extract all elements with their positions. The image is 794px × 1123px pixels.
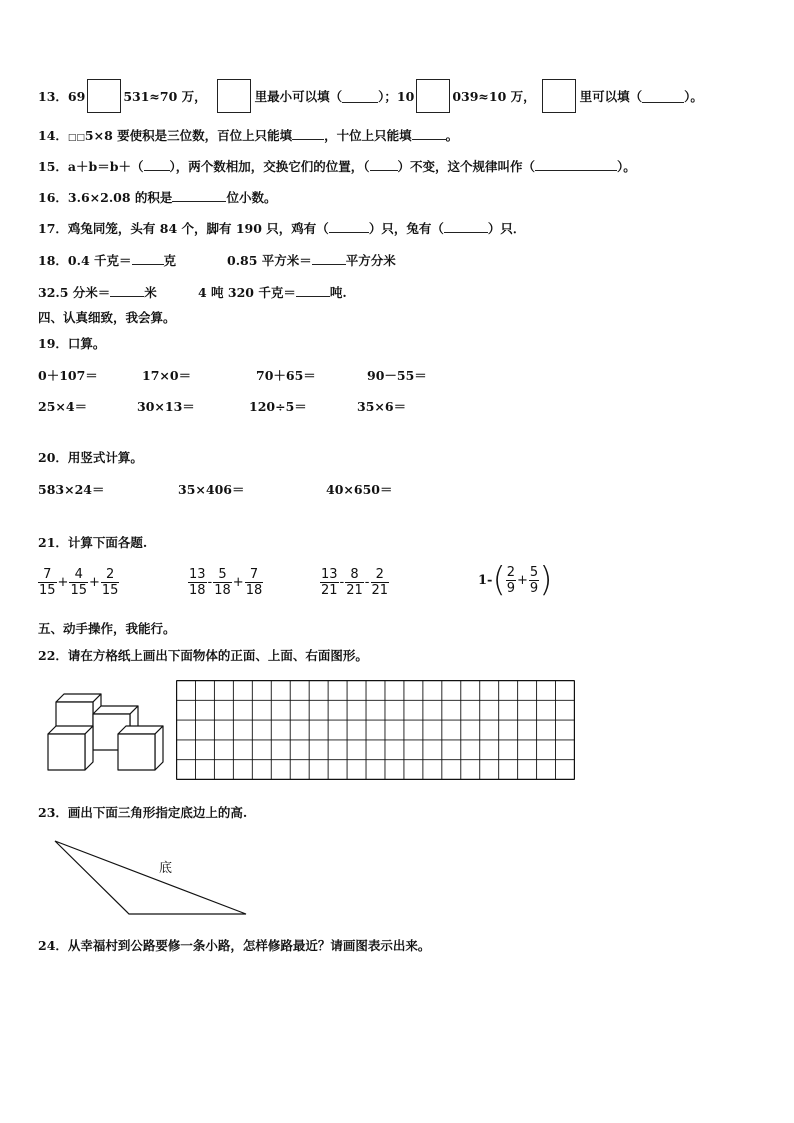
q18-line-2 <box>38 283 157 301</box>
fraction <box>529 565 539 596</box>
q15-blank-2[interactable] <box>370 158 398 171</box>
fraction <box>345 567 364 598</box>
q13-box-4[interactable] <box>542 79 576 113</box>
q21-expr-1 <box>38 567 119 598</box>
denominator: 9 <box>506 580 515 596</box>
q18-number: 18． <box>38 253 68 268</box>
q23-title: 23．画出下面三角形指定底边上的高. <box>38 805 248 820</box>
numerator: 13 <box>321 567 338 582</box>
cube-stack-figure <box>44 688 172 778</box>
q21-expr-2 <box>188 567 263 598</box>
fraction <box>188 567 207 598</box>
q15-text-c: ）不变，这个规律叫作（ <box>397 159 536 174</box>
q14-blank-1[interactable] <box>292 127 324 140</box>
q15-text-a: a＋b＝b＋（ <box>67 159 144 174</box>
q13-box-1[interactable] <box>87 79 121 113</box>
fraction <box>506 565 516 596</box>
q21-expr-3 <box>320 567 389 598</box>
left-paren: ( <box>492 560 506 600</box>
q13-number: 13． <box>38 89 68 104</box>
q14-text-c: 。 <box>445 128 459 143</box>
operator: - <box>339 575 345 590</box>
q17-line <box>38 219 525 237</box>
operator: + <box>232 575 244 590</box>
fraction <box>38 567 57 598</box>
q18-blank-1[interactable] <box>132 252 164 265</box>
q13-blank-2[interactable] <box>642 90 684 103</box>
q13-text-f: 里可以填（ <box>579 89 643 104</box>
triangle-figure <box>52 838 252 918</box>
numerator: 5 <box>218 567 227 582</box>
fraction <box>371 567 390 598</box>
q18-line-1 <box>38 251 176 269</box>
q13-text-a: 69 <box>67 88 86 104</box>
fraction <box>320 567 339 598</box>
operator: + <box>57 575 69 590</box>
cube-face <box>48 734 85 770</box>
q13-text-e: 039≈10 万， <box>452 89 536 104</box>
q18-text-d: 平方分米 <box>345 253 396 268</box>
leading-term: 1- <box>478 572 493 588</box>
q14-text-b: ，十位上只能填 <box>324 128 412 143</box>
fraction <box>213 567 232 598</box>
q13-blank-1[interactable] <box>342 90 378 103</box>
q14-line <box>38 126 458 144</box>
q16-text-b: 位小数。 <box>226 190 277 205</box>
operator: - <box>207 575 213 590</box>
q20-title: 20．用竖式计算。 <box>38 450 143 465</box>
q15-blank-1[interactable] <box>144 158 170 171</box>
numerator: 8 <box>350 567 359 582</box>
q18-text-e: 32.5 分米＝ <box>38 285 111 300</box>
q17-text-a: 鸡兔同笼，头有 84 个，脚有 190 只，鸡有（ <box>67 221 329 236</box>
triangle <box>55 841 246 914</box>
q16-line <box>38 188 276 206</box>
numerator: 7 <box>43 567 52 582</box>
q18-text-g: 4 吨 320 千克＝ <box>198 285 296 300</box>
q14-squares: □□ <box>67 133 85 143</box>
section-4-heading: 四、认真细致，我会算。 <box>38 310 176 325</box>
q14-text-a: 5×8 要使积是三位数，百位上只能填 <box>84 128 293 143</box>
q18-blank-4[interactable] <box>296 284 330 297</box>
q15-number: 15． <box>38 159 68 174</box>
q18-text-b: 克 <box>163 253 177 268</box>
numerator: 2 <box>106 567 115 582</box>
denominator: 18 <box>189 583 206 598</box>
numerator: 5 <box>529 564 539 580</box>
q17-number: 17． <box>38 221 68 236</box>
operator: - <box>364 575 370 590</box>
q14-blank-2[interactable] <box>412 127 446 140</box>
denominator: 15 <box>70 583 87 598</box>
denominator: 18 <box>245 583 263 598</box>
q17-text-b: ）只，兔有（ <box>368 221 444 236</box>
q18-blank-3[interactable] <box>110 284 144 297</box>
q20-item-2: 35×406＝ <box>178 482 245 497</box>
q19-r1-c4: 90－55＝ <box>367 368 427 383</box>
operator: + <box>517 572 528 588</box>
grid-paper[interactable] <box>176 680 575 780</box>
q20-item-3: 40×650＝ <box>326 482 393 497</box>
q15-text-b: ），两个数相加，交换它们的位置，（ <box>169 159 370 174</box>
numerator: 2 <box>375 567 384 582</box>
q13-box-2[interactable] <box>217 79 251 113</box>
q18-text-f: 米 <box>144 285 157 300</box>
q18-line-1b <box>227 251 396 269</box>
denominator: 21 <box>321 583 338 598</box>
q13-text-g: ）。 <box>684 89 703 104</box>
q21-title: 21．计算下面各题. <box>38 535 148 550</box>
cube-face <box>118 734 155 770</box>
q19-title: 19．口算。 <box>38 336 106 351</box>
section-5-heading: 五、动手操作，我能行。 <box>38 621 176 636</box>
q13-text-d: ）；10 <box>378 89 415 104</box>
q24-title: 24．从幸福村到公路要修一条小路，怎样修路最近？请画图表示出来。 <box>38 938 431 953</box>
q13-text-b: 531≈70 万， <box>123 89 207 104</box>
q19-r1-c3: 70＋65＝ <box>256 368 316 383</box>
q22-title: 22．请在方格纸上画出下面物体的正面、上面、右面图形。 <box>38 648 368 663</box>
q15-line <box>38 157 636 175</box>
q17-text-c: ）只． <box>487 221 526 236</box>
numerator: 7 <box>249 567 259 582</box>
q16-text-a: 3.6×2.08 的积是 <box>67 190 173 205</box>
q16-blank[interactable] <box>172 189 226 202</box>
q18-line-2b <box>198 283 347 301</box>
base-label: 底 <box>159 861 173 876</box>
q13-line <box>38 80 703 112</box>
fraction <box>101 567 120 598</box>
q19-r1-c1: 0＋107＝ <box>38 368 98 383</box>
right-paren: ) <box>539 560 553 600</box>
q19-r2-c1: 25×4＝ <box>38 399 88 414</box>
q18-text-h: 吨. <box>329 285 347 300</box>
q19-r2-c4: 35×6＝ <box>357 399 407 414</box>
q19-r1-c2: 17×0＝ <box>142 368 192 383</box>
cube-face <box>155 726 163 770</box>
q17-blank-2[interactable] <box>444 220 488 233</box>
q15-text-d: ）。 <box>617 159 636 174</box>
operator: + <box>89 575 100 590</box>
numerator: 13 <box>189 567 206 582</box>
q18-text-c: 0.85 平方米＝ <box>227 253 312 268</box>
q17-blank-1[interactable] <box>329 220 369 233</box>
q14-number: 14． <box>38 128 68 143</box>
denominator: 15 <box>39 583 56 598</box>
denominator: 21 <box>346 583 363 598</box>
fraction <box>69 567 88 598</box>
q13-text-c: 里最小可以填（ <box>254 89 343 104</box>
q18-blank-2[interactable] <box>312 252 346 265</box>
q15-blank-3[interactable] <box>535 158 617 171</box>
q19-r2-c2: 30×13＝ <box>137 399 195 414</box>
q18-text-a: 0.4 千克＝ <box>67 253 132 268</box>
numerator: 4 <box>74 567 83 582</box>
cube-face <box>85 726 93 770</box>
denominator: 18 <box>214 583 231 598</box>
denominator: 15 <box>101 583 119 598</box>
fraction <box>245 567 264 598</box>
numerator: 2 <box>506 564 515 580</box>
q13-box-3[interactable] <box>416 79 450 113</box>
q20-item-1: 583×24＝ <box>38 482 105 497</box>
q21-expr-4 <box>478 560 553 600</box>
q16-number: 16． <box>38 190 68 205</box>
q19-r2-c3: 120÷5＝ <box>249 399 307 414</box>
denominator: 9 <box>529 580 539 596</box>
denominator: 21 <box>371 583 389 598</box>
